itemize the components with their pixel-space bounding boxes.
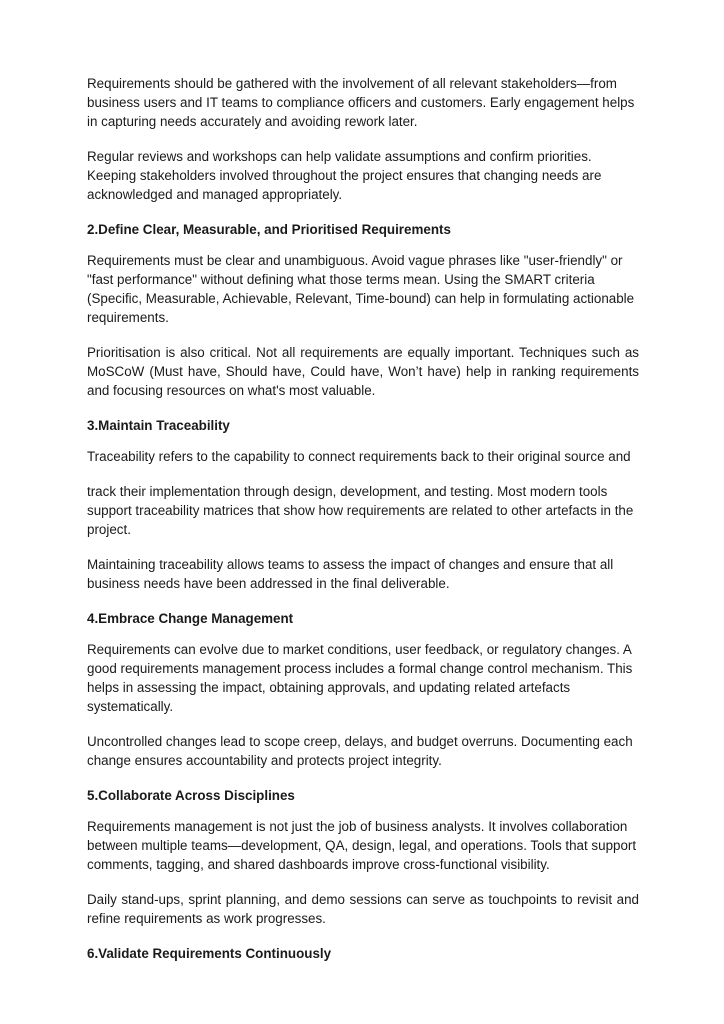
heading-change-management: 4.Embrace Change Management (87, 611, 294, 626)
paragraph-uncontrolled-changes: Uncontrolled changes lead to scope creep, delays, and budget overruns. Documenting each change ensures accountability and protects project integrity. (87, 734, 633, 768)
paragraph-regular-reviews: Regular reviews and workshops can help validate assumptions and confirm priorities. Keeping stakeholders involved throughout the project ensures that changing needs are acknowledged and managed appropriately. (87, 149, 602, 202)
paragraph-collaboration: Requirements management is not just the job of business analysts. It involves collaboration between multiple teams—development, QA, design, legal, and operations. Tools that support comments, tagging, and shared dashboards improve cross-functional visibility. (87, 819, 637, 872)
heading-collaborate: 5.Collaborate Across Disciplines (87, 788, 295, 803)
paragraph-traceability-definition: Traceability refers to the capability to connect requirements back to their original source and (87, 449, 631, 464)
paragraph-traceability-tools: track their implementation through design, development, and testing. Most modern tools support traceability matrices that show how requirements are related to other artefacts in the project. (87, 484, 634, 537)
paragraph-traceability-benefits: Maintaining traceability allows teams to assess the impact of changes and ensure that all business needs have been addressed in the final deliverable. (87, 557, 614, 591)
paragraph-prioritisation: Prioritisation is also critical. Not all requirements are equally important. Techniques such as MoSCoW (Must have, Should have, Could have, Won’t have) help in ranking requirements and focusing resources on what's most valuable. (87, 345, 639, 398)
paragraph-clear-requirements: Requirements must be clear and unambiguous. Avoid vague phrases like "user-friendly" or "fast performance" without defining what those terms mean. Using the SMART criteria (Specific, Measurable, Achievable, Relevant, Time-bound) can help in formulating actionable requirements. (87, 253, 635, 325)
paragraph-evolving-requirements: Requirements can evolve due to market conditions, user feedback, or regulatory changes. A good requirements management process includes a formal change control mechanism. This helps in assessing the impact, obtaining approvals, and updating related artefacts systematically. (87, 642, 633, 714)
paragraph-stakeholder-involvement: Requirements should be gathered with the involvement of all relevant stakeholders—from business users and IT teams to compliance officers and customers. Early engagement helps in capturing needs accurately and avoiding rework later. (87, 76, 635, 129)
paragraph-touchpoints: Daily stand-ups, sprint planning, and demo sessions can serve as touchpoints to revisit and refine requirements as work progresses. (87, 892, 639, 926)
heading-maintain-traceability: 3.Maintain Traceability (87, 418, 230, 433)
document-body (87, 74, 639, 975)
heading-define-requirements: 2.Define Clear, Measurable, and Prioritised Requirements (87, 222, 451, 237)
heading-validate-requirements: 6.Validate Requirements Continuously (87, 946, 332, 961)
